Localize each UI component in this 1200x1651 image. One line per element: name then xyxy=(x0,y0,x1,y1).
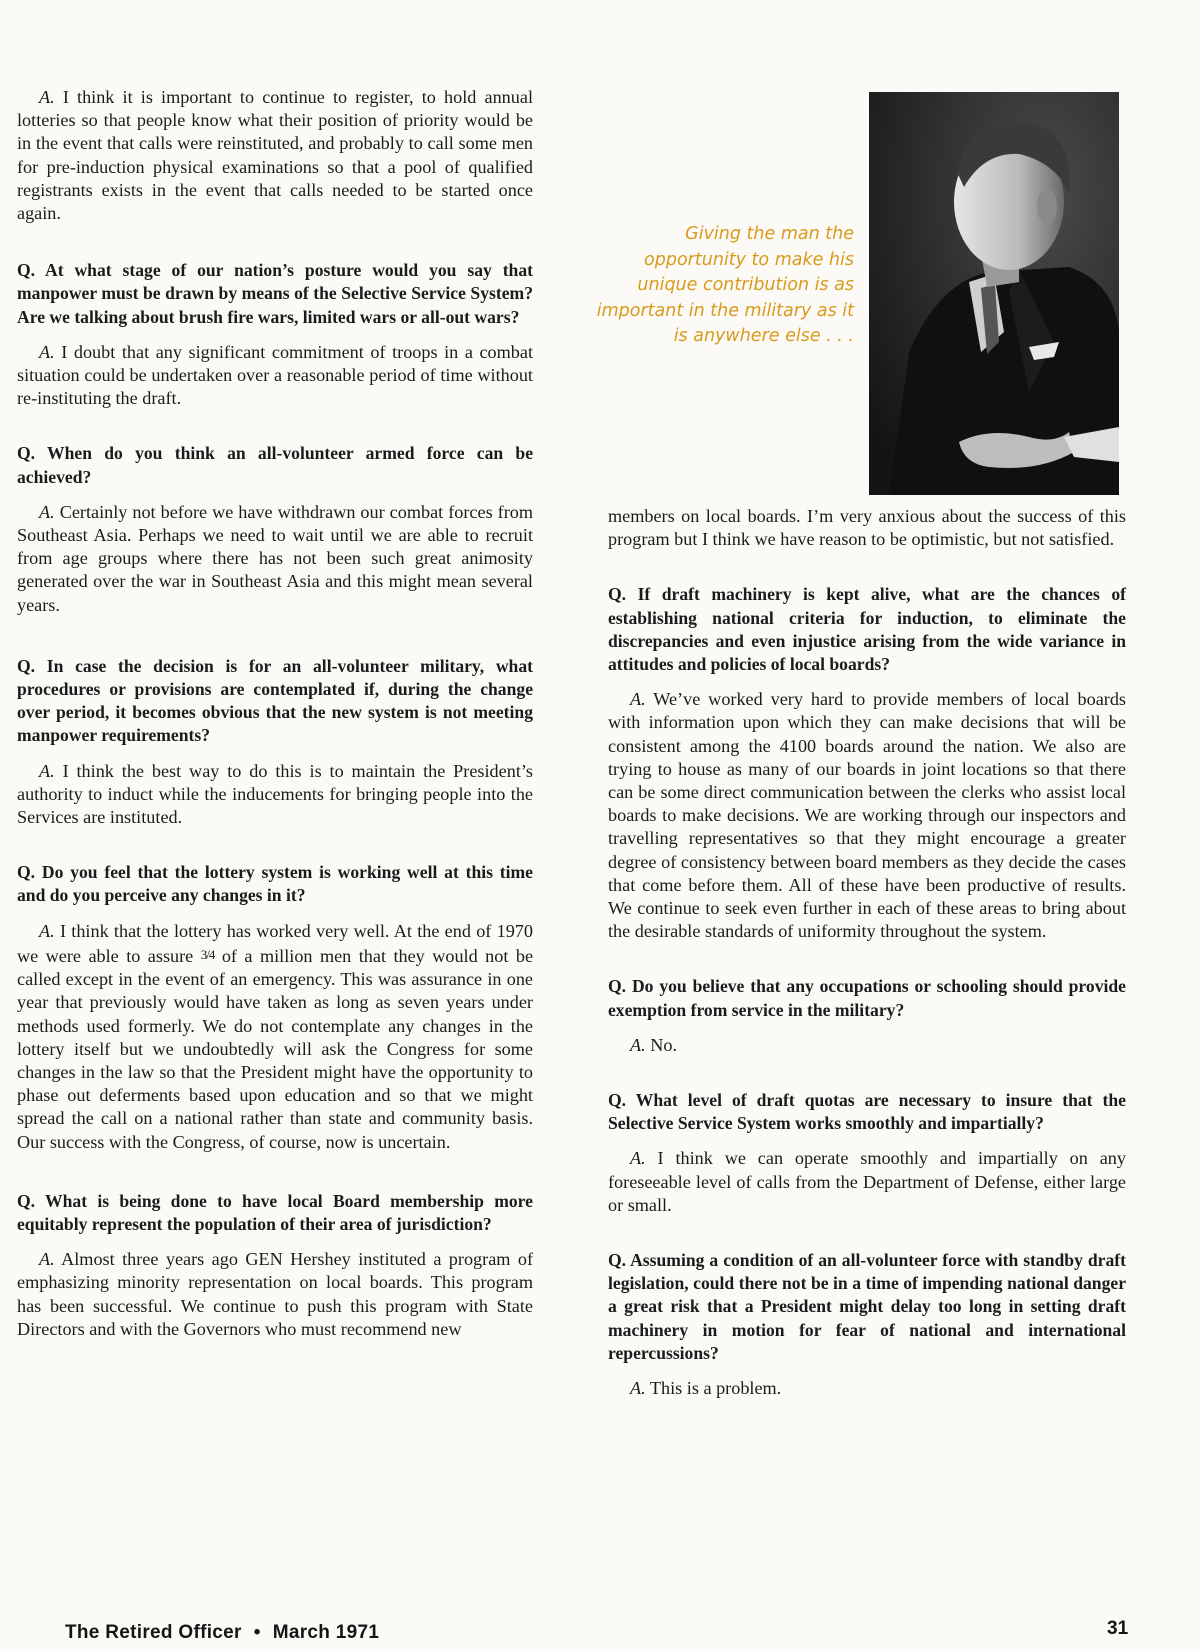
portrait-photo xyxy=(869,92,1119,495)
photo-caption: Giving the man the opportunity to make his unique contribution is as important in the military as it is anywhere else . . . xyxy=(596,224,854,346)
answer-text: Almost three years ago GEN Hershey instituted a program of emphasizing minority representation on local boards. This program has been successful. We continue to push this program with State Directors and with the Governors who must recommend new xyxy=(17,1249,534,1339)
answer-prefix: A. xyxy=(630,1378,646,1399)
answer-prefix: A. xyxy=(39,1249,55,1270)
answer-prefix: A. xyxy=(630,689,646,710)
page-number: 31 xyxy=(1107,1618,1129,1639)
answer-6 xyxy=(17,1248,533,1341)
left-column xyxy=(17,86,533,1341)
answer-prefix: A. xyxy=(630,1034,646,1055)
answer-7 xyxy=(608,688,1126,943)
answer-3 xyxy=(17,501,533,617)
answer-9 xyxy=(608,1147,1126,1217)
question-3: Q. When do you think an all-volunteer armed force can be achieved? xyxy=(17,443,533,487)
answer-6-continued: members on local boards. I’m very anxious about the success of this program but I think we have reason to be optimistic, but not satisfied. xyxy=(608,506,1126,550)
question-6: Q. What is being done to have local Board membership more equitably represent the population of their area of jurisdiction? xyxy=(17,1190,533,1234)
answer-prefix: A. xyxy=(39,341,55,362)
answer-text: Certainly not before we have withdrawn our combat forces from Southeast Asia. Perhaps we need to wait until we are able to recruit from age groups where there has not been such great animosity generated over the war in Southeast Asia and this might mean several years. xyxy=(17,501,534,615)
portrait-illustration xyxy=(869,92,1119,495)
answer-10 xyxy=(608,1377,1126,1400)
answer-text: I doubt that any significant commitment of troops in a combat situation could be undertaken over a reasonable period of time without re-instituting the draft. xyxy=(17,341,534,409)
answer-text-cont: of a million men that they would not be called except in the event of an emergency. This was assurance in one year that previously would have taken as long as seven years under methods used formerly. We do not contemplate any changes in the lottery itself but we undoubtedly will ask the Congress for some changes in the law so that the President might have the opportunity to phase out deferments based upon education and so that we might spread the call on a national rather than state and community basis. Our success with the Congress, of course, now is uncertain. xyxy=(17,945,534,1152)
question-10: Q. Assuming a condition of an all-volunteer force with standby draft legislation, could there not be in a time of impending national danger a great risk that a President might delay too long in setting draft machinery in motion for fear of national and international repercussions? xyxy=(608,1250,1126,1363)
answer-prefix: A. xyxy=(39,920,55,941)
issue-date: March 1971 xyxy=(272,1622,380,1643)
answer-text: I think it is important to continue to register, to hold annual lotteries so that people know what their position of priority would be in the event that calls were reinstituted, and probably to call some men for pre-induction physical examinations so that a pool of qualified registrants exists in the event that calls needed to be started once again. xyxy=(17,87,533,224)
answer-1 xyxy=(17,86,533,225)
answer-text: I think the best way to do this is to maintain the President’s authority to induct while the inducements for bringing people into the Services are instituted. xyxy=(17,760,534,828)
answer-8 xyxy=(608,1034,1126,1057)
question-2: Q. At what stage of our nation’s posture would you say that manpower must be drawn by means of the Selective Service System? Are we talking about brush fire wars, limited wars or all-out wars? xyxy=(17,260,533,327)
publication-name: The Retired Officer xyxy=(65,1622,242,1643)
question-5: Q. Do you feel that the lottery system is working well at this time and do you perceive any changes in it? xyxy=(17,862,533,906)
answer-prefix: A. xyxy=(39,87,55,107)
question-8: Q. Do you believe that any occupations or schooling should provide exemption from service in the military? xyxy=(608,976,1126,1020)
answer-prefix: A. xyxy=(39,760,55,781)
answer-prefix: A. xyxy=(39,501,55,522)
footer-publication xyxy=(65,1622,379,1644)
question-9: Q. What level of draft quotas are necessary to insure that the Selective Service System works smoothly and impartially? xyxy=(608,1090,1126,1134)
answer-4 xyxy=(17,760,533,830)
question-7: Q. If draft machinery is kept alive, what are the chances of establishing national criteria for induction, to eliminate the discrepancies and even injustice arising from the wide variance in attitudes and policies of local boards? xyxy=(608,584,1126,675)
answer-prefix: A. xyxy=(630,1148,646,1169)
answer-text: No. xyxy=(650,1034,677,1055)
three-quarters-fraction: 3/4 xyxy=(200,946,215,962)
question-4: Q. In case the decision is for an all-volunteer military, what procedures or provisions are contemplated if, during the change over period, it becomes obvious that the new system is not meeting manpower requirements? xyxy=(17,655,533,746)
footer-separator: • xyxy=(253,1622,261,1643)
answer-text: We’ve worked very hard to provide members of local boards with information upon which they can make decisions that will be consistent among the 4100 boards around the nation. We also are trying to house as many of our boards in joint locations so that there can be some direct communication between the clerks who assist local boards to make decisions. We are working through our inspectors and travelling representatives so that they might encourage a greater degree of consistency between board members as they decide the cases that come before them. All of these have been productive of results. We continue to seek even further in each of these areas to bring about the desirable standards of uniformity throughout the system. xyxy=(608,689,1127,942)
answer-text: I think we can operate smoothly and impartially on any foreseeable level of calls from the Department of Defense, either large or small. xyxy=(608,1148,1126,1215)
right-column xyxy=(608,505,1126,1400)
answer-5 xyxy=(17,920,533,1154)
answer-text: I think that the lottery has worked very well. At the end of 1970 we were able to assure xyxy=(17,920,533,966)
answer-2 xyxy=(17,341,533,411)
answer-text: This is a problem. xyxy=(649,1378,782,1399)
